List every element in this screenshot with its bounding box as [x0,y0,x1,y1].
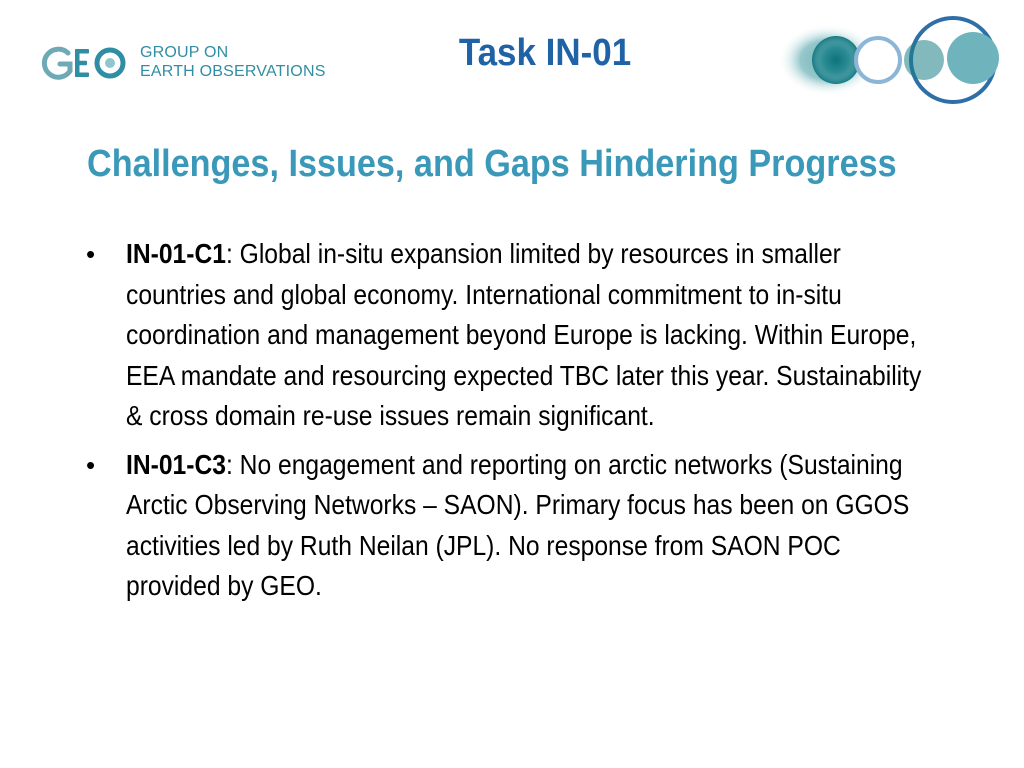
bullet-code: IN-01-C3 [126,448,226,480]
organization-name [140,43,326,81]
bullet-body: : No engagement and reporting on arctic networks (Sustaining Arctic Observing Networks – SAON). Primary focus has been on GGOS activities led by Ruth Neilan (JPL). No response from SAON POC provided by GEO. [126,448,910,601]
bullet-list [86,234,966,615]
decorative-circles-icon [770,10,1010,110]
slide-subtitle: Challenges, Issues, and Gaps Hindering Progress [87,143,897,185]
bullet-text [126,234,936,437]
bullet-body: : Global in-situ expansion limited by resources in smaller countries and global economy. International commitment to in-situ coordination and management beyond Europe is lacking. Within Europe, EEA mandate and resourcing expected TBC later this year. Sustainability & cross domain re-use issues remain significant. [126,238,922,431]
bullet-marker: • [86,239,96,269]
bullet-item [86,445,966,607]
bullet-marker: • [86,449,96,480]
geo-logo-icon [40,40,132,86]
geo-logo [40,40,340,86]
task-title: Task IN-01 [458,32,632,74]
bullet-item [86,234,966,437]
bullet-text [126,445,936,607]
org-name-line-2: EARTH OBSERVATIONS [140,63,326,80]
bullet-code: IN-01-C1 [126,238,226,269]
org-name-line-1: GROUP ON [140,44,229,61]
